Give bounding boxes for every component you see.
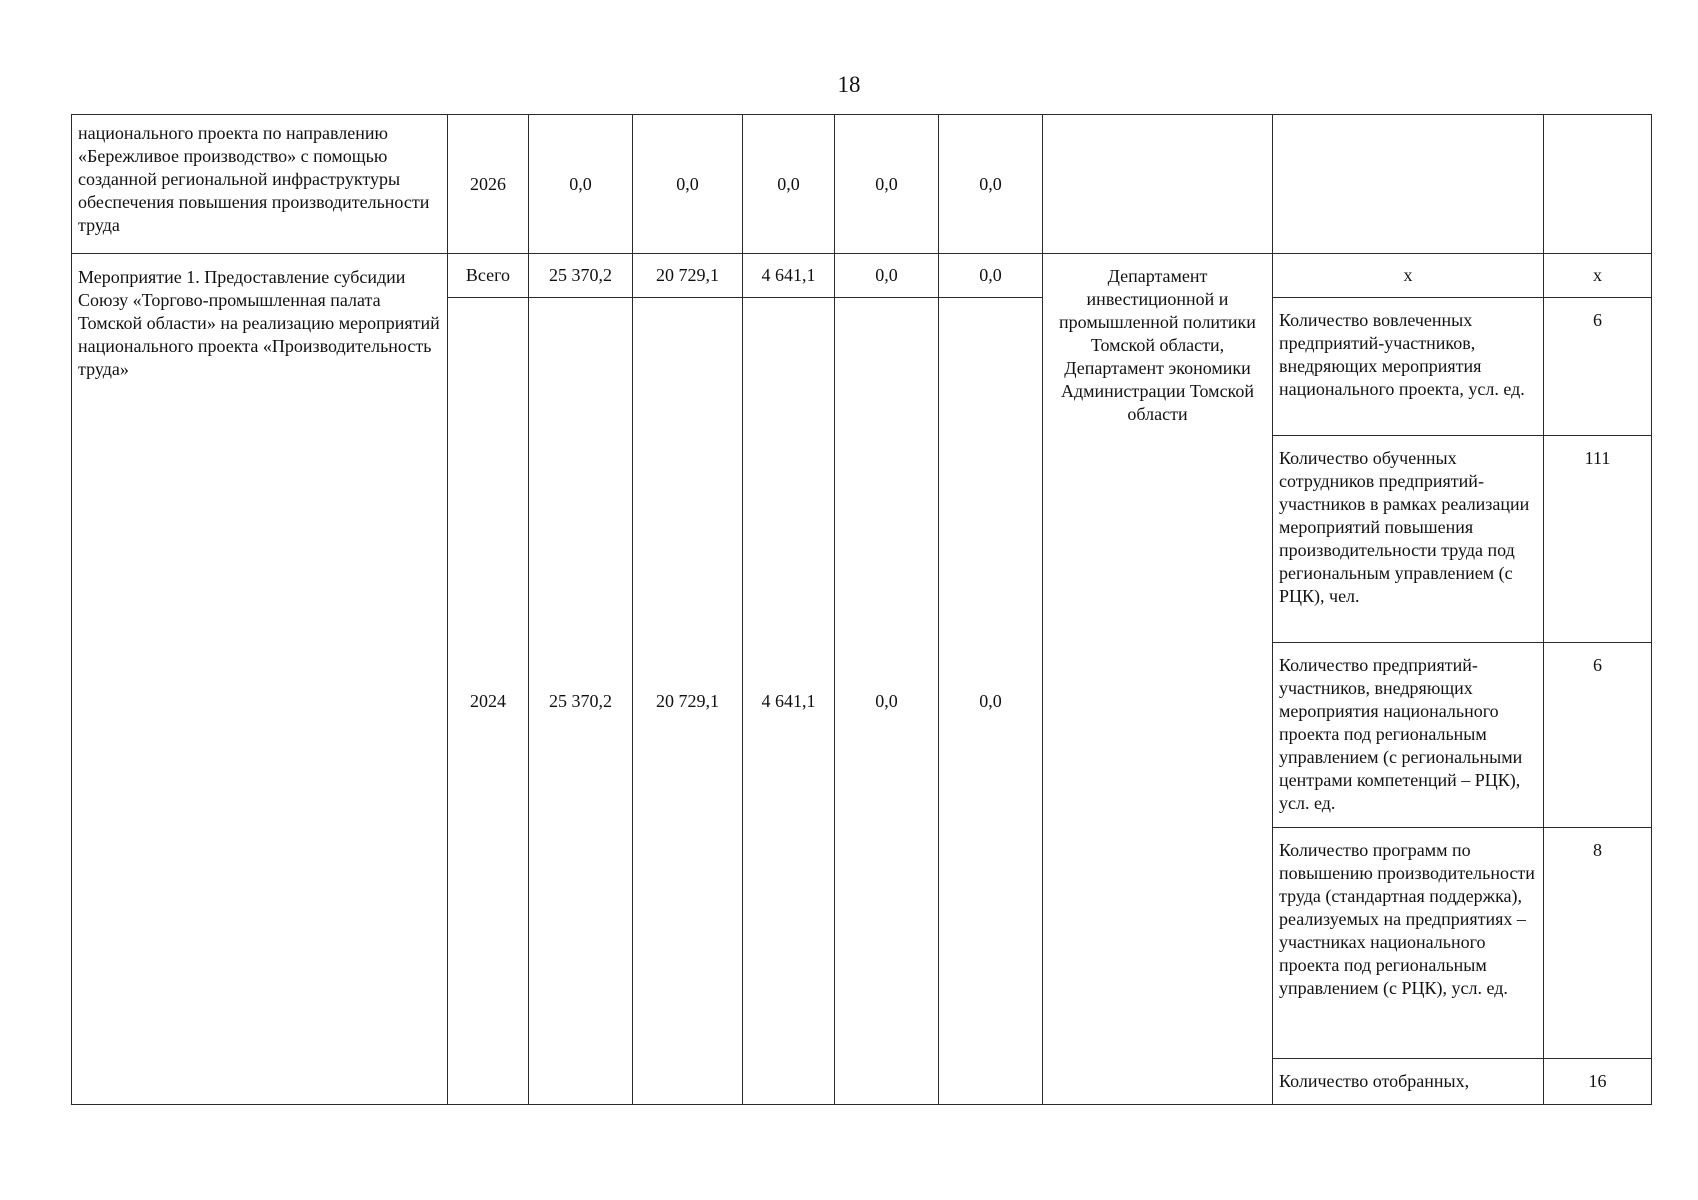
regional-budget-cell: 4 641,1 [743,298,835,1105]
indicator-value-cell: 6 [1544,298,1652,436]
year-cell: Всего [448,254,529,298]
year-cell: 2026 [448,115,529,254]
extrabudgetary-cell: 0,0 [939,115,1043,254]
local-budget-cell: 0,0 [835,115,939,254]
extrabudgetary-cell: 0,0 [939,298,1043,1105]
total-funding-cell: 0,0 [529,115,633,254]
indicator-cell: Количество вовлеченных предприятий-участников, внедряющих мероприятия национального проекта, усл. ед. [1273,298,1544,436]
indicator-cell: Количество предприятий-участников, внедряющих мероприятия национального проекта под региональным управлением (с региональными центрами компетенций – РЦК), усл. ед. [1273,643,1544,828]
indicator-cell: Количество обученных сотрудников предприятий-участников в рамках реализации мероприятий повышения производительности труда под региональным управлением (с РЦК), чел. [1273,436,1544,643]
budget-table [71,114,1652,1105]
indicator-cell: Количество программ по повышению производительности труда (стандартная поддержка), реализуемых на предприятиях – участниках национального проекта под региональным управлением (с РЦК), усл. ед. [1273,828,1544,1059]
indicator-value-cell: 6 [1544,643,1652,828]
regional-budget-cell: 0,0 [743,115,835,254]
indicator-cell: Количество отобранных, [1273,1059,1544,1105]
regional-budget-cell: 4 641,1 [743,254,835,298]
table-row-total [72,254,1652,298]
extrabudgetary-cell: 0,0 [939,254,1043,298]
local-budget-cell: 0,0 [835,298,939,1105]
indicator-value-cell: х [1544,254,1652,298]
responsible-cell: Департамент инвестиционной и промышленной политики Томской области, Департамент экономики Администрации Томской области [1043,254,1273,1105]
year-cell: 2024 [448,298,529,1105]
indicator-value-cell: 111 [1544,436,1652,643]
federal-budget-cell: 20 729,1 [633,254,743,298]
page-number: 18 [837,72,861,97]
table-row-2026 [72,115,1652,254]
federal-budget-cell: 0,0 [633,115,743,254]
indicator-cell [1273,115,1544,254]
indicator-value-cell: 16 [1544,1059,1652,1105]
indicator-value-cell: 8 [1544,828,1652,1059]
responsible-cell [1043,115,1273,254]
local-budget-cell: 0,0 [835,254,939,298]
indicator-value-cell [1544,115,1652,254]
federal-budget-cell: 20 729,1 [633,298,743,1105]
measure-name-cell: Мероприятие 1. Предоставление субсидии Союзу «Торгово-промышленная палата Томской области» на реализацию мероприятий национального проекта «Производительность труда» [72,254,448,1105]
measure-name-cell: национального проекта по направлению «Бережливое производство» с помощью созданной региональной инфраструктуры обеспечения повышения производительности труда [72,115,448,254]
indicator-cell: х [1273,254,1544,298]
total-funding-cell: 25 370,2 [529,254,633,298]
total-funding-cell: 25 370,2 [529,298,633,1105]
